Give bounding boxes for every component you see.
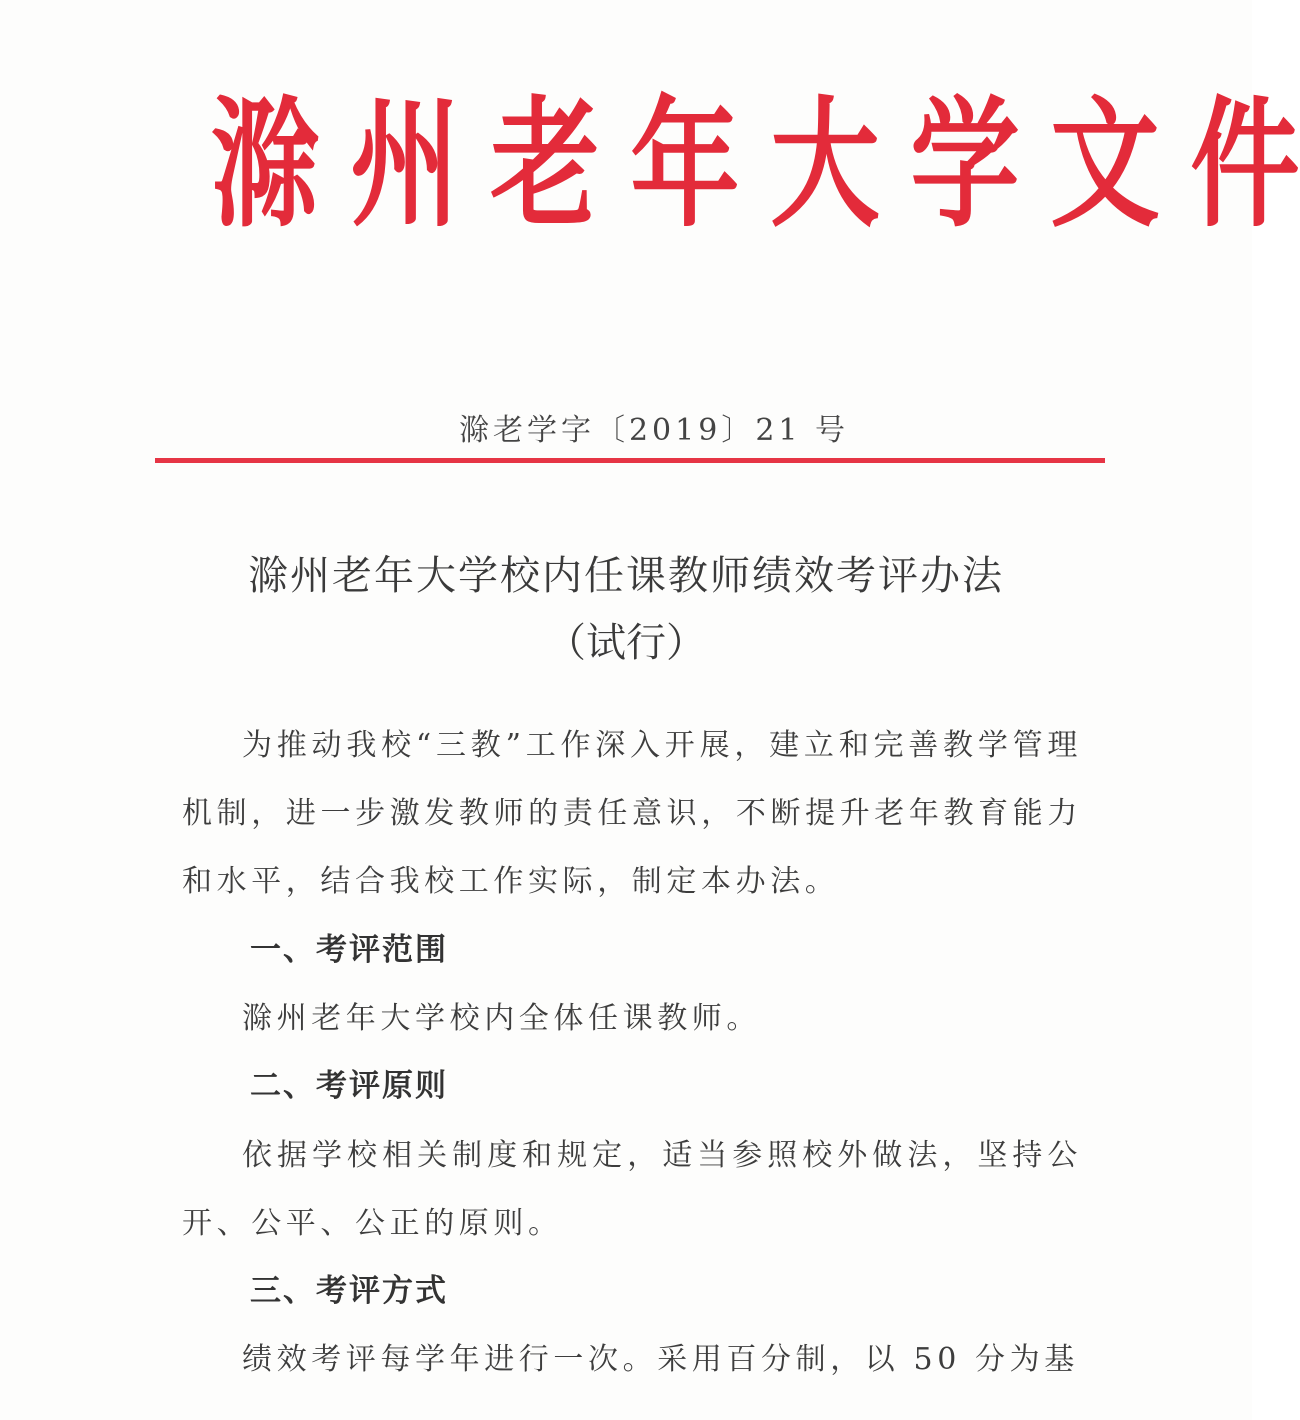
section-body-method: 绩效考评每学年进行一次。采用百分制，以 50 分为基 bbox=[242, 1342, 1079, 1377]
section-body-scope: 滁州老年大学校内全体任课教师。 bbox=[242, 1001, 761, 1036]
document-number: 滁老学字〔2019〕21 号 bbox=[458, 413, 850, 448]
section-heading-principles: 二、考评原则 bbox=[250, 1068, 448, 1104]
section-body-principles: 依据学校相关制度和规定，适当参照校外做法，坚持公开、公平、公正的原则。 bbox=[182, 1138, 1082, 1241]
masthead-char: 学 bbox=[910, 83, 1020, 247]
masthead-char: 滁 bbox=[210, 83, 320, 247]
masthead-char: 年 bbox=[630, 83, 740, 247]
document-title: 滁州老年大学校内任课教师绩效考评办法 bbox=[248, 553, 1004, 599]
masthead-char: 州 bbox=[350, 83, 460, 247]
section-heading-method: 三、考评方式 bbox=[250, 1273, 448, 1309]
masthead-char: 老 bbox=[490, 83, 600, 247]
document-subtitle: （试行） bbox=[546, 620, 706, 666]
intro-paragraph: 为推动我校“三教”工作深入开展，建立和完善教学管理机制，进一步激发教师的责任意识，不断提升老年教育能力和水平，结合我校工作实际，制定本办法。 bbox=[182, 728, 1082, 899]
masthead-char: 文 bbox=[1050, 83, 1160, 247]
masthead-char: 件 bbox=[1190, 83, 1300, 247]
section-heading-scope: 一、考评范围 bbox=[250, 932, 448, 968]
masthead-title bbox=[195, 70, 1300, 260]
red-divider-line bbox=[155, 458, 1105, 463]
masthead-char: 大 bbox=[770, 83, 880, 247]
